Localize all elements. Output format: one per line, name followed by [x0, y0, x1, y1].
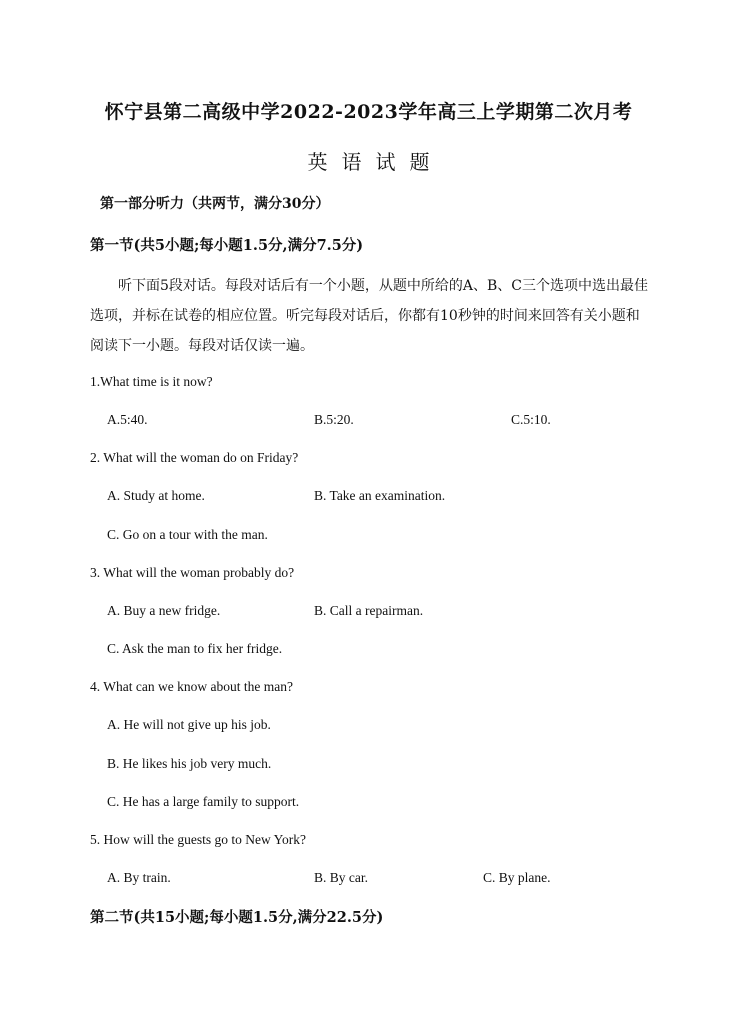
question-2-option-b: B. Take an examination.	[314, 488, 446, 503]
question-3-option-c: C. Ask the man to fix her fridge.	[107, 641, 283, 656]
question-3-option-b: B. Call a repairman.	[314, 603, 424, 618]
question-1-option-c: C.5:10.	[511, 412, 551, 427]
question-1-option-a: A.5:40.	[107, 412, 148, 427]
question-4-option-a: A. He will not give up his job.	[107, 717, 271, 732]
section2-heading: 第二节(共15小题;每小题1.5分,满分22.5分)	[90, 909, 384, 926]
question-2-option-a: A. Study at home.	[107, 488, 205, 503]
exam-subtitle: 英语试题	[307, 150, 444, 174]
question-5-stem: 5. How will the guests go to New York?	[90, 832, 306, 847]
exam-title: 怀宁县第二高级中学2022-2023学年高三上学期第二次月考	[104, 101, 633, 123]
question-3-option-a: A. Buy a new fridge.	[107, 603, 221, 618]
question-2-option-c: C. Go on a tour with the man.	[107, 527, 268, 542]
section1-heading: 第一节(共5小题;每小题1.5分,满分7.5分)	[90, 237, 364, 254]
question-2-stem: 2. What will the woman do on Friday?	[90, 450, 299, 465]
question-5-option-a: A. By train.	[107, 870, 171, 885]
question-1-option-b: B.5:20.	[314, 412, 354, 427]
question-3-stem: 3. What will the woman probably do?	[90, 565, 295, 580]
question-4-stem: 4. What can we know about the man?	[90, 679, 293, 694]
question-1-stem: 1.What time is it now?	[90, 374, 213, 389]
question-4-option-b: B. He likes his job very much.	[107, 756, 272, 771]
question-4-option-c: C. He has a large family to support.	[107, 794, 300, 809]
section1-instructions: 听下面5段对话。每段对话后有一个小题，从题中所给的A、B、C三个选项中选出最佳选项，并标在试卷的相应位置。听完每段对话后，你都有10秒钟的时间来回答有关小题和阅读下一小题。每段对话仅读一遍。	[90, 278, 649, 354]
question-5-option-c: C. By plane.	[483, 870, 551, 885]
question-5-option-b: B. By car.	[314, 870, 368, 885]
part1-heading: 第一部分听力（共两节，满分30分）	[100, 196, 330, 212]
